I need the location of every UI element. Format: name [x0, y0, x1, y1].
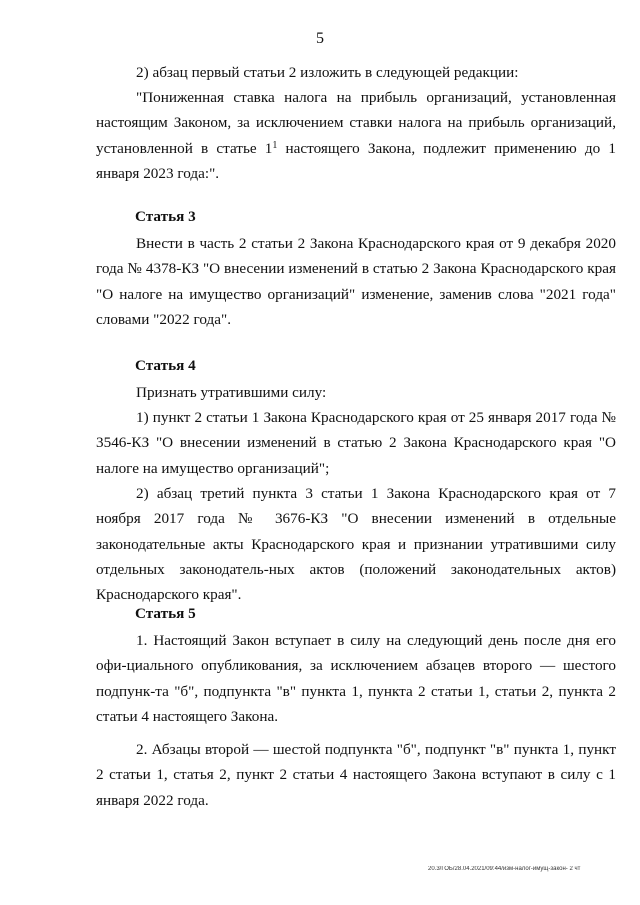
page-number: 5 — [316, 30, 324, 47]
article4-heading: Статья 4 — [135, 357, 196, 374]
article4-item2: 2) абзац третий пункта 3 статьи 1 Закона Краснодарского края от 7 ноября 2017 года № 3676-КЗ "О внесении изменений в отдельные законодательные акты Краснодарского края и признании утратившими силу отдельных законодатель-ных актов (положений законодательных актов) Краснодарского края". — [96, 485, 616, 604]
article5-item2: 2. Абзацы второй — шестой подпункта "б", подпункт "в" пункта 1, пункт 2 статьи 1, статья 2, пункт 2 статьи 4 настоящего Закона вступают в силу с 1 января 2022 года. — [96, 741, 616, 809]
item2-lead: 2) абзац первый статьи 2 изложить в следующей редакции: — [136, 64, 519, 81]
superscript-mark: 1 — [272, 139, 278, 151]
article5-item1: 1. Настоящий Закон вступает в силу на следующий день после дня его офи-циального опубликования, за исключением абзацев второго — шестого подпунк-та "б", подпункта "в" пункта 1, пункта 2 статьи 1, статьи 2, пункта 2 статьи 4 настоящего Закона. — [96, 632, 616, 725]
quote-text-end: настоящего Закона, подлежит применению до 1 января 2023 года:". — [96, 139, 616, 182]
article3-heading: Статья 3 — [135, 208, 196, 225]
document-footer-code: 20.3/ГОБ/28.04.2021/09:44/изм-налог-имущ-закон- 2 чт — [428, 866, 581, 872]
article5-heading: Статья 5 — [135, 605, 196, 622]
article4-item1: 1) пункт 2 статьи 1 Закона Краснодарского края от 25 января 2017 года № 3546-КЗ "О внесении изменений в статью 2 Закона Краснодарского края "О налоге на имущество организаций"; — [96, 409, 616, 477]
article4-intro: Признать утратившими силу: — [136, 384, 327, 401]
article3-text: Внести в часть 2 статьи 2 Закона Краснодарского края от 9 декабря 2020 года № 4378-КЗ "О внесении изменений в статью 2 Закона Краснодарского края "О налоге на имущество организаций" изменение, заменив слова "2021 года" словами "2022 года". — [96, 235, 616, 328]
item2-quote — [96, 85, 616, 186]
quote-text-start: "Пониженная ставка налога на прибыль организаций, установленная настоящим Законом, за исключением ставки налога на прибыль организаций, установленной в статье 1 — [96, 89, 616, 157]
